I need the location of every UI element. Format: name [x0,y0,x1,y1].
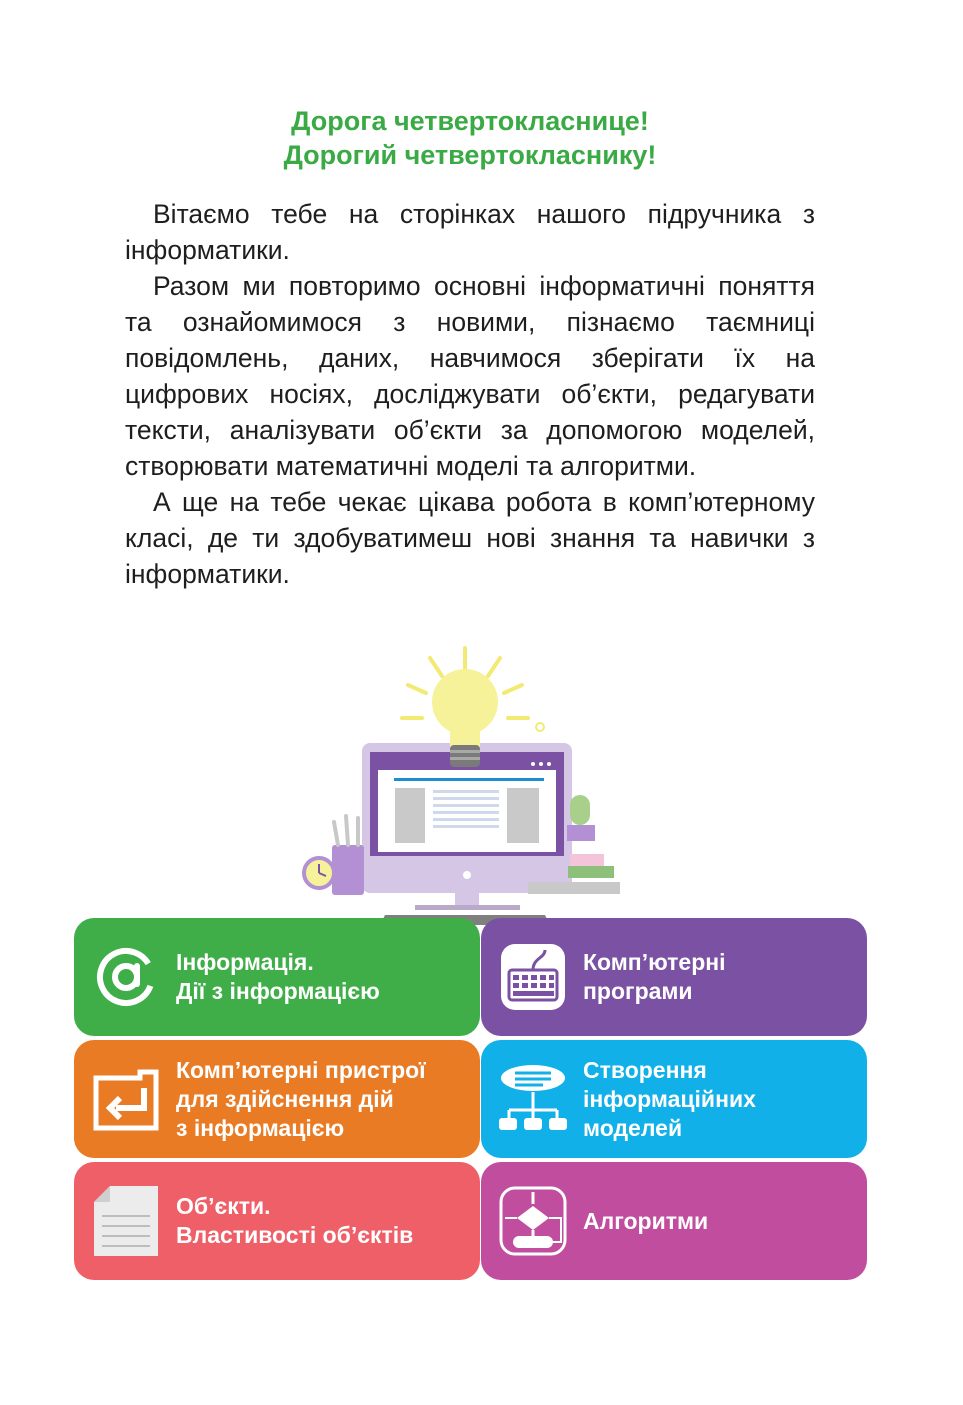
greeting-line-1: Дорога четвертокласнице! [291,106,649,136]
greeting-line-2: Дорогий четвертокласнику! [283,140,657,170]
keyboard-icon [497,940,569,1014]
paragraph-2: Разом ми повторимо основні інформатичні поняття та ознайомимося з новими, пізнаємо таємниці повідомлень, даних, навчимося зберігати їх на цифрових носіях, досліджувати об’єкти, редагувати тексти, аналізувати об’єкти за допомогою моделей, створювати математичні моделі та алгоритми. [125,271,815,481]
at-sign-icon [90,940,162,1014]
section-label: Об’єкти. Властивості об’єктів [176,1193,414,1248]
section-label: Інформація. Дії з інформацією [176,949,380,1004]
section-information-models[interactable] [481,1040,867,1158]
section-objects[interactable] [74,1162,480,1280]
section-label: Створення інформаційних моделей [583,1056,756,1141]
greeting-heading [0,104,940,172]
section-label: Алгоритми [583,1207,709,1234]
document-icon [90,1184,162,1258]
section-label: Комп’ютерні пристрої для здійснення дій з інформацією [176,1056,426,1141]
section-computer-devices[interactable] [74,1040,480,1158]
intro-text [125,196,815,592]
paragraph-3: А ще на тебе чекає цікава робота в комп’ютерному класі, де ти здобуватимеш нові знання та навички з інформатики. [125,487,815,589]
paragraph-1: Вітаємо тебе на сторінках нашого підручника з інформатики. [125,199,815,265]
section-algorithms[interactable] [481,1162,867,1280]
section-information[interactable] [74,918,480,1036]
flowchart-icon [497,1184,569,1258]
section-label: Комп’ютерні програми [583,949,726,1004]
enter-key-icon [90,1062,162,1136]
hierarchy-model-icon [497,1062,569,1136]
computer-lightbulb-illustration [290,640,650,925]
section-computer-programs[interactable] [481,918,867,1036]
